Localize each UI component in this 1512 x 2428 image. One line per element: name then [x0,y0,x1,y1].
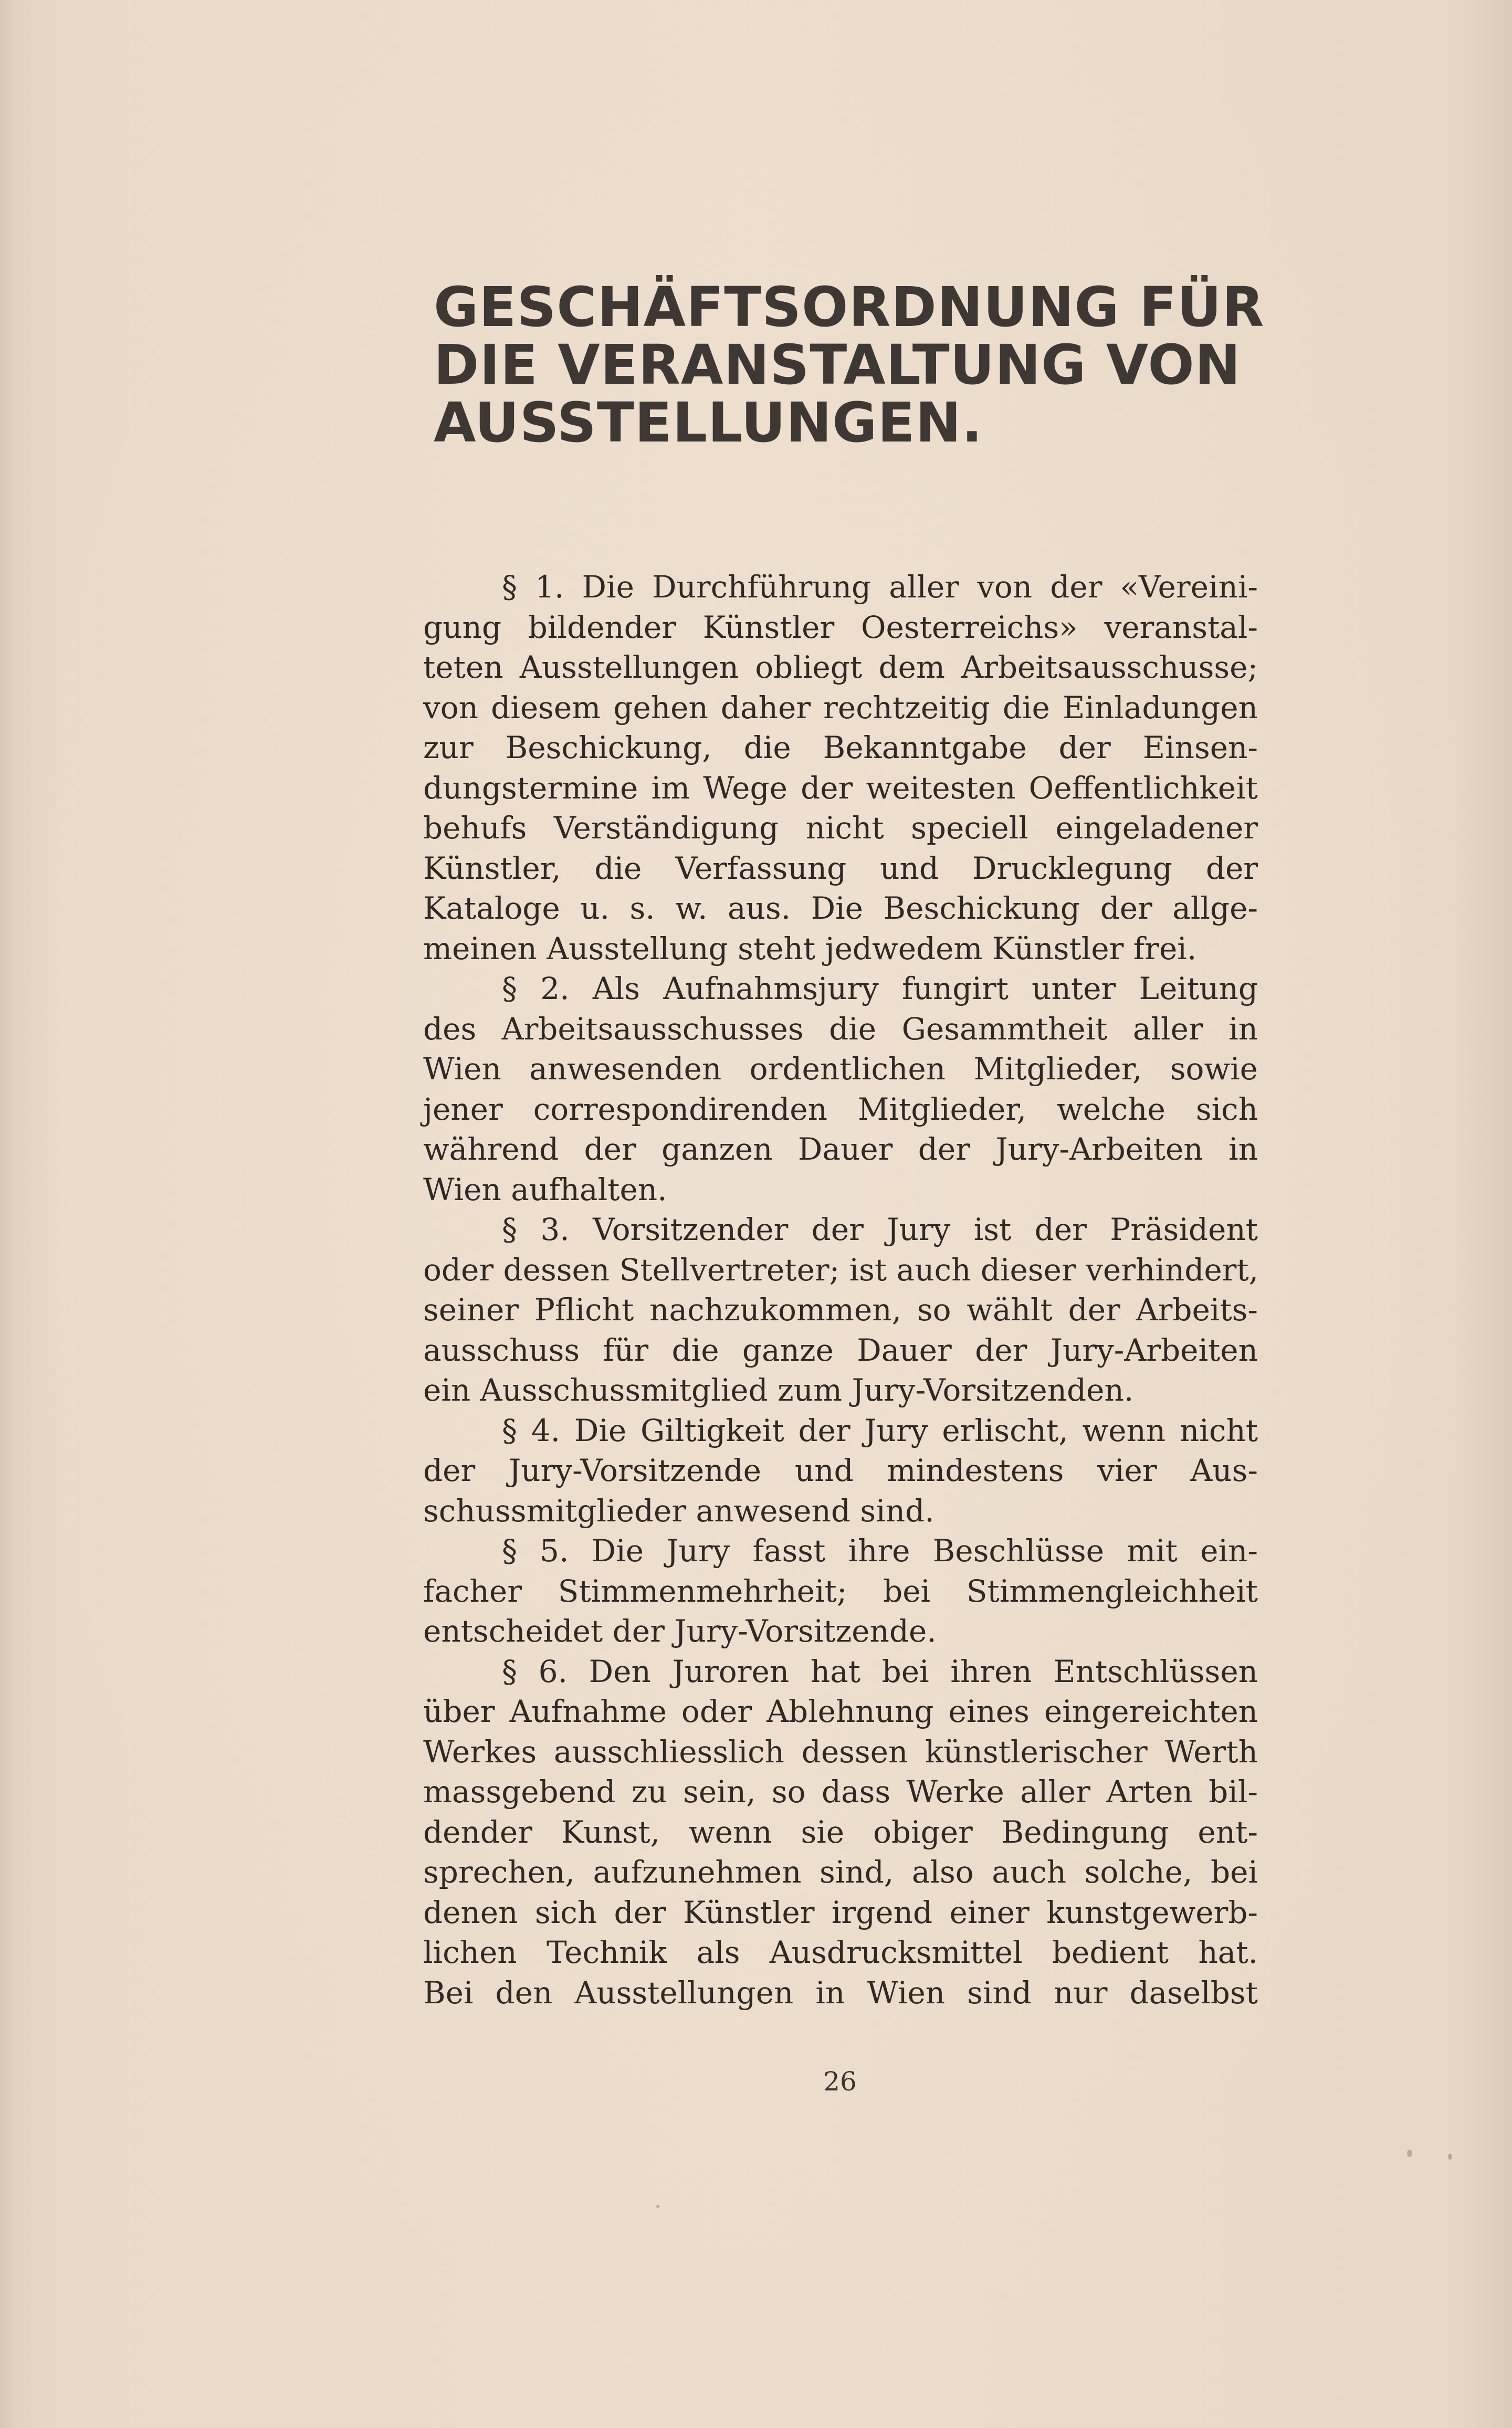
text-line: facher Stimmenmehrheit; bei Stimmengleichheit [423,1573,1258,1609]
text-line: § 1. Die Durchführung aller von der «Vereini- [502,569,1258,605]
text-line: seiner Pflicht nachzukommen, so wählt der Arbeits- [423,1292,1258,1328]
body-text [423,567,1258,2013]
text-line: entscheidet der Jury-Vorsitzende. [423,1613,937,1649]
paragraph-1 [423,567,1258,969]
title-line: GESCHÄFTSORDNUNG FÜR [434,275,1265,339]
text-line: Künstler, die Verfassung und Drucklegung der [423,850,1258,886]
text-line: behufs Verständigung nicht speciell eingeladener [423,810,1258,846]
text-line: des Arbeitsausschusses die Gesammtheit aller in [423,1011,1258,1047]
paragraph-4 [423,1411,1258,1531]
text-line: denen sich der Künstler irgend einer kunstgewerb- [423,1894,1258,1930]
paragraph-6 [423,1652,1258,2013]
page-number: 26 [823,2066,857,2097]
text-line: massgebend zu sein, so dass Werke aller Arten bil- [423,1774,1258,1810]
text-line: der Jury-Vorsitzende und mindestens vier Aus- [423,1453,1258,1488]
title-line: DIE VERANSTALTUNG VON [434,333,1241,397]
text-line: § 5. Die Jury fasst ihre Beschlüsse mit ein- [502,1533,1258,1569]
text-line: ein Ausschussmitglied zum Jury-Vorsitzenden. [423,1372,1134,1408]
paper-speck [1448,2153,1452,2160]
text-line: jener correspondirenden Mitglieder, welche sich [423,1091,1258,1127]
paragraph-3 [423,1210,1258,1411]
text-line: § 6. Den Juroren hat bei ihren Entschlüssen [502,1653,1258,1689]
title-line: AUSSTELLUNGEN. [434,391,983,455]
paragraph-5 [423,1531,1258,1652]
text-line: gung bildender Künstler Oesterreichs» veranstal- [423,609,1258,645]
text-line: während der ganzen Dauer der Jury-Arbeiten in [423,1131,1258,1167]
text-line: Werkes ausschliesslich dessen künstlerischer Werth [423,1733,1258,1770]
text-line: Bei den Ausstellungen in Wien sind nur daselbst [423,1974,1258,2011]
text-line: meinen Ausstellung steht jedwedem Künstler frei. [423,930,1197,966]
text-line: sprechen, aufzunehmen sind, also auch solche, bei [423,1854,1258,1890]
text-line: von diesem gehen daher rechtzeitig die Einladungen [423,689,1258,726]
text-line: zur Beschickung, die Bekanntgabe der Einsen- [423,730,1258,765]
text-line: Wien aufhalten. [423,1171,667,1207]
page-edge-shadow [0,0,14,2428]
page-title [434,275,1274,455]
paper-speck [1407,2150,1412,2157]
paper-speck [656,2205,659,2208]
text-line: lichen Technik als Ausdrucksmittel bedient hat. [423,1935,1258,1970]
text-line: Wien anwesenden ordentlichen Mitglieder, sowie [423,1051,1258,1087]
text-line: über Aufnahme oder Ablehnung eines eingereichten [423,1694,1258,1729]
text-line: dungstermine im Wege der weitesten Oeffentlichkeit [423,770,1258,806]
text-line: ausschuss für die ganze Dauer der Jury-Arbeiten [423,1332,1258,1368]
text-line: § 4. Die Giltigkeit der Jury erlischt, wenn nicht [502,1412,1258,1448]
paragraph-2 [423,969,1258,1210]
text-line: § 3. Vorsitzender der Jury ist der Präsident [502,1212,1258,1247]
text-line: dender Kunst, wenn sie obiger Bedingung ent- [423,1814,1258,1850]
text-line: teten Ausstellungen obliegt dem Arbeitsausschusse; [423,649,1258,685]
text-line: oder dessen Stellvertreter; ist auch dieser verhindert, [423,1252,1259,1288]
text-line: § 2. Als Aufnahmsjury fungirt unter Leitung [502,971,1258,1006]
text-line: schussmitglieder anwesend sind. [423,1492,934,1529]
text-line: Kataloge u. s. w. aus. Die Beschickung der allge- [423,890,1258,926]
